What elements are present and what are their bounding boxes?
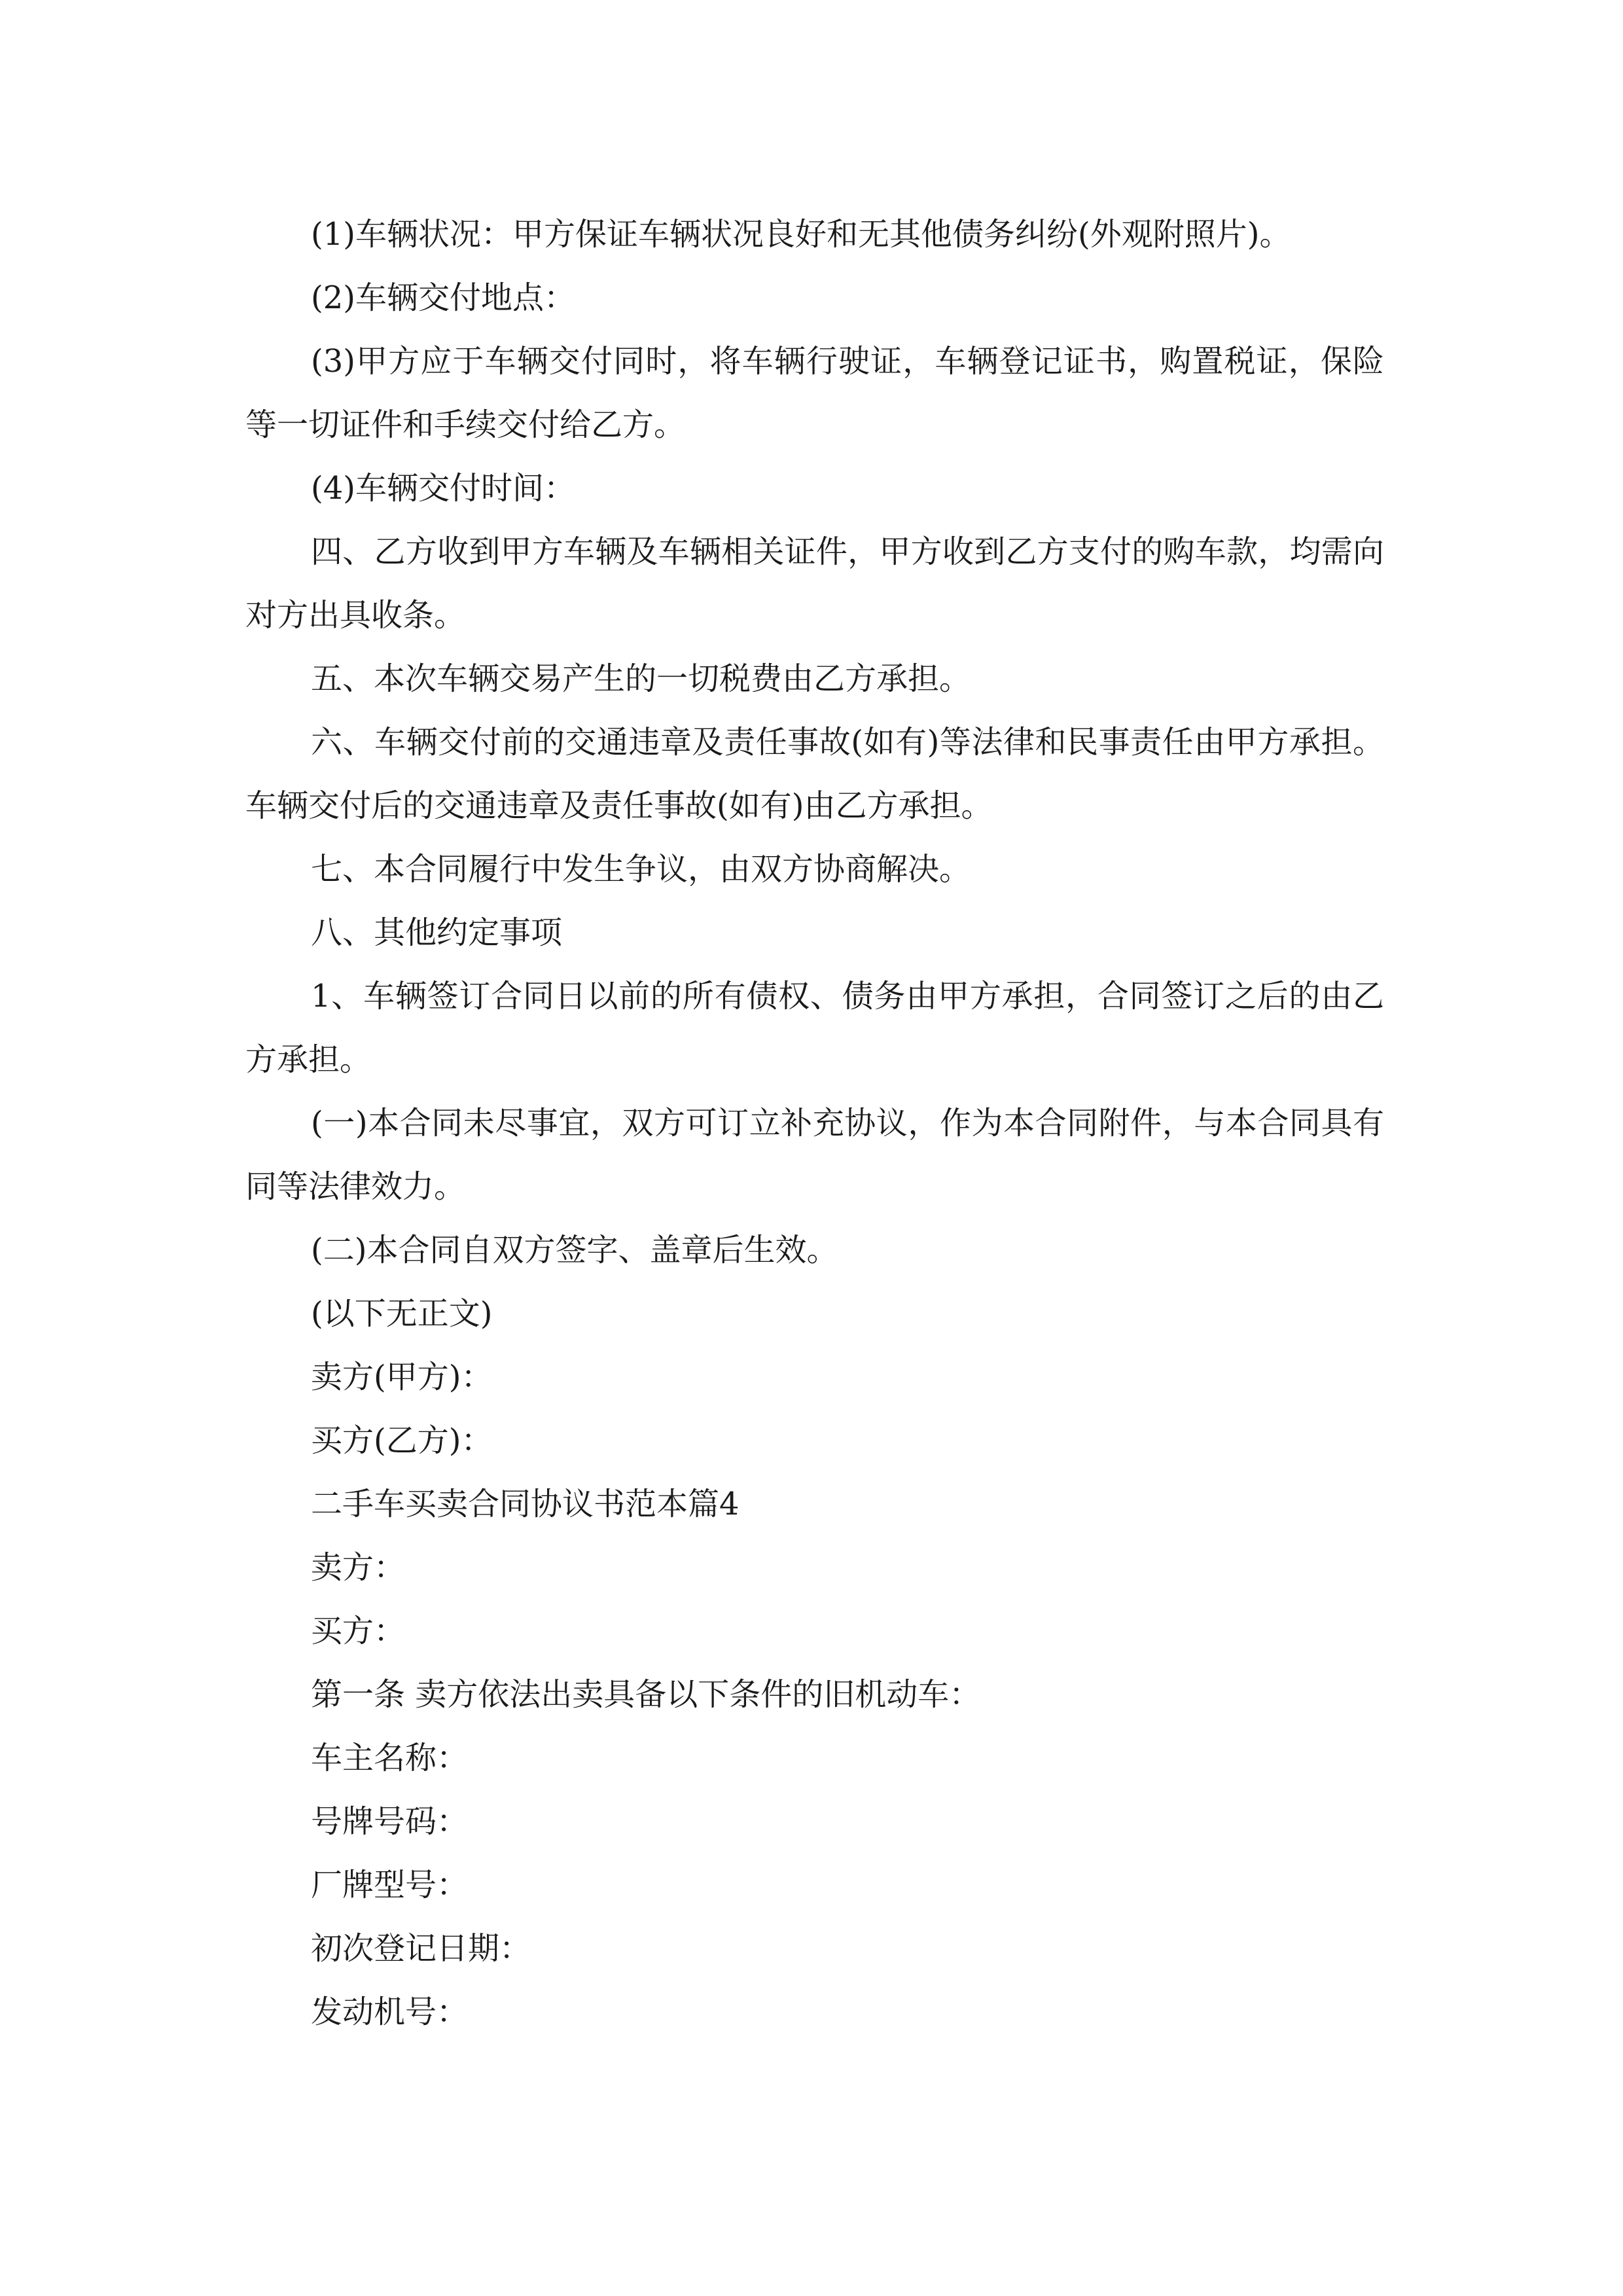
section-title-template-4: 二手车买卖合同协议书范本篇4 xyxy=(311,1486,740,1522)
paragraph-clause-8-item-1: 1、车辆签订合同日以前的所有债权、债务由甲方承担，合同签订之后的由乙方承担。 xyxy=(245,978,1384,1078)
paragraph-no-further-text: (以下无正文) xyxy=(311,1295,493,1332)
paragraph-seller: 卖方： xyxy=(311,1549,406,1586)
field-plate-number: 号牌号码： xyxy=(311,1803,469,1840)
field-first-registration-date: 初次登记日期： xyxy=(311,1930,531,1967)
paragraph-article-1: 第一条 卖方依法出卖具备以下条件的旧机动车： xyxy=(311,1676,981,1713)
paragraph-delivery-location: (2)车辆交付地点： xyxy=(311,279,575,316)
paragraph-buyer: 买方： xyxy=(311,1613,406,1649)
paragraph-clause-4-receipts: 四、乙方收到甲方车辆及车辆相关证件，甲方收到乙方支付的购车款，均需向对方出具收条。 xyxy=(245,533,1384,634)
paragraph-clause-6-liability: 六、车辆交付前的交通违章及责任事故(如有)等法律和民事责任由甲方承担。车辆交付后的交通违章及责任事故(如有)由乙方承担。 xyxy=(245,724,1384,824)
paragraph-buyer-party-b: 买方(乙方)： xyxy=(311,1422,493,1459)
field-brand-model: 厂牌型号： xyxy=(311,1867,469,1903)
paragraph-clause-8-heading: 八、其他约定事项 xyxy=(311,914,563,951)
paragraph-seller-party-a: 卖方(甲方)： xyxy=(311,1359,493,1395)
field-owner-name: 车主名称： xyxy=(311,1740,469,1776)
paragraph-clause-7-disputes: 七、本合同履行中发生争议，由双方协商解决。 xyxy=(311,851,971,888)
paragraph-delivery-time: (4)车辆交付时间： xyxy=(311,470,575,507)
paragraph-vehicle-condition: (1)车辆状况：甲方保证车辆状况良好和无其他债务纠纷(外观附照片)。 xyxy=(311,216,1291,253)
paragraph-documents-handover: (3)甲方应于车辆交付同时，将车辆行驶证，车辆登记证书，购置税证，保险等一切证件和手续交付给乙方。 xyxy=(245,343,1384,443)
field-engine-number: 发动机号： xyxy=(311,1994,469,2030)
paragraph-effective-date: (二)本合同自双方签字、盖章后生效。 xyxy=(311,1232,838,1268)
paragraph-clause-5-taxes: 五、本次车辆交易产生的一切税费由乙方承担。 xyxy=(311,660,971,697)
paragraph-supplementary-agreement: (一)本合同未尽事宜，双方可订立补充协议，作为本合同附件，与本合同具有同等法律效力。 xyxy=(245,1105,1384,1205)
document-body xyxy=(245,203,1384,2044)
